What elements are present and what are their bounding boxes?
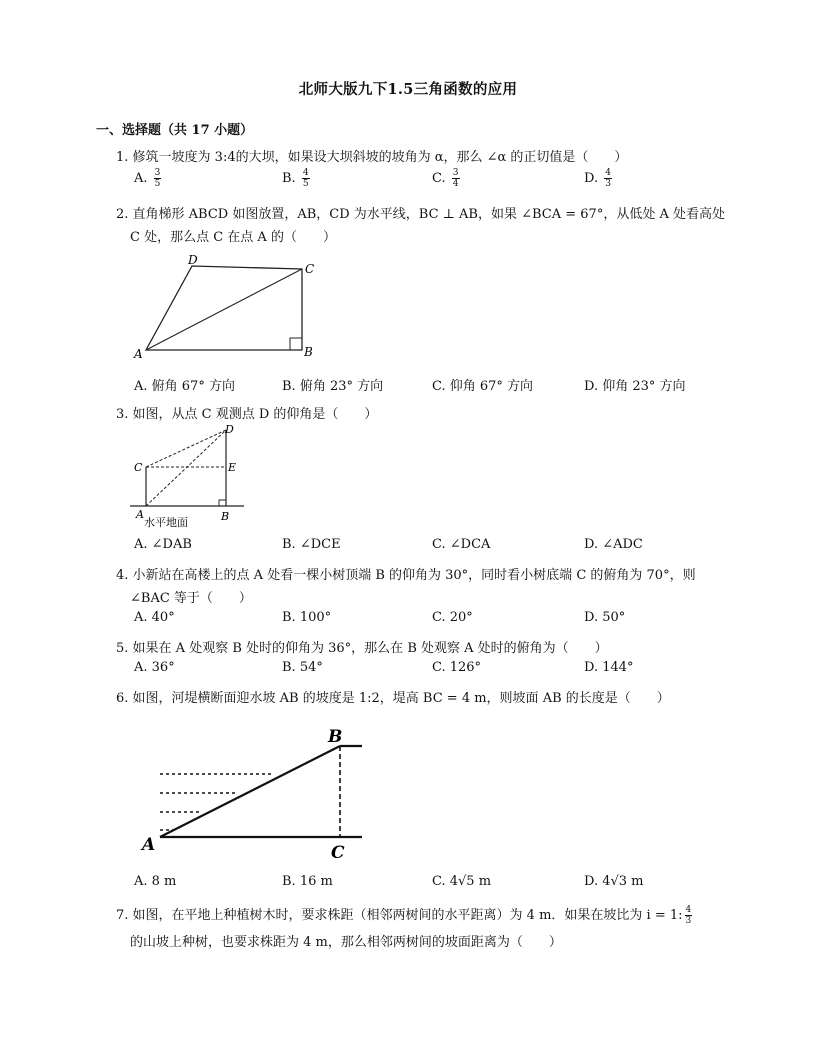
q4-option-c: C. 20° bbox=[432, 610, 473, 625]
label-c: C bbox=[331, 843, 345, 863]
line-ad bbox=[146, 430, 226, 506]
q5-option-c: C. 126° bbox=[432, 660, 482, 675]
question-6-text: 6. 如图，河堤横断面迎水坡 AB 的坡度是 1:2，堤高 BC = 4 m，则坡面 AB 的长度是（ ） bbox=[116, 691, 670, 706]
question-2-line-1: 2. 直角梯形 ABCD 如图放置，AB，CD 为水平线，BC ⊥ AB，如果 ∠BCA = 67°，从低处 A 处看高处 bbox=[116, 207, 725, 222]
denominator: 3 bbox=[605, 179, 611, 189]
embankment-figure bbox=[138, 722, 374, 864]
label-c: C bbox=[305, 262, 315, 276]
q4-option-a: A. 40° bbox=[134, 610, 175, 625]
label-a: A bbox=[136, 508, 144, 521]
label-e: E bbox=[228, 461, 237, 474]
q5-option-b: B. 54° bbox=[282, 660, 323, 675]
q2-option-a: A. 俯角 67° 方向 bbox=[134, 379, 235, 394]
fraction bbox=[154, 168, 162, 189]
q6-option-a: A. 8 m bbox=[134, 874, 177, 889]
question-4-line-2: ∠BAC 等于（ ） bbox=[130, 591, 252, 606]
q1-option-a bbox=[134, 168, 161, 189]
option-label: B. bbox=[282, 171, 296, 186]
right-angle-mark bbox=[290, 338, 302, 350]
question-7-text: 7. 如图，在平地上种植树木时，要求株距（相邻两树间的水平距离）为 4 m．如果在坡比为 i = 1: bbox=[116, 908, 683, 923]
question-1-text: 1. 修筑一坡度为 3:4的大坝，如果设大坝斜坡的坡角为 α，那么 ∠α 的正切值是（ ） bbox=[116, 150, 628, 165]
fraction bbox=[604, 168, 612, 189]
q2-option-d: D. 仰角 23° 方向 bbox=[584, 379, 686, 394]
numerator: 4 bbox=[605, 168, 611, 178]
label-b: B bbox=[221, 510, 230, 523]
q5-option-a: A. 36° bbox=[134, 660, 175, 675]
q4-option-b: B. 100° bbox=[282, 610, 332, 625]
elevation-figure bbox=[126, 420, 256, 532]
fraction bbox=[302, 168, 310, 189]
section-heading: 一、选择题（共 17 小题） bbox=[96, 123, 254, 138]
option-label: A. bbox=[134, 171, 148, 186]
denominator: 4 bbox=[452, 179, 459, 189]
q3-option-a: A. ∠DAB bbox=[134, 537, 192, 552]
slope-ab bbox=[160, 746, 340, 837]
line-cd bbox=[146, 430, 226, 467]
label-a: A bbox=[134, 347, 143, 361]
label-b: B bbox=[304, 345, 313, 359]
q2-option-b: B. 俯角 23° 方向 bbox=[282, 379, 384, 394]
question-7-line-2: 的山坡上种树，也要求株距为 4 m，那么相邻两树间的坡面距离为（ ） bbox=[130, 935, 562, 950]
diagonal-ac bbox=[146, 269, 302, 350]
question-3-text: 3. 如图，从点 C 观测点 D 的仰角是（ ） bbox=[116, 407, 378, 422]
option-label: D. bbox=[584, 171, 599, 186]
q5-option-d: D. 144° bbox=[584, 660, 634, 675]
question-7-line-1 bbox=[116, 904, 692, 926]
question-4-line-1: 4. 小新站在高楼上的点 A 处看一棵小树顶端 B 的仰角为 30°，同时看小树底端 C 的俯角为 70°，则 bbox=[116, 568, 696, 583]
numerator: 3 bbox=[452, 168, 459, 178]
q3-option-b: B. ∠DCE bbox=[282, 537, 341, 552]
fraction bbox=[452, 168, 460, 189]
q6-option-b: B. 16 m bbox=[282, 874, 333, 889]
page-title: 北师大版九下1.5三角函数的应用 bbox=[298, 81, 518, 98]
q3-option-c: C. ∠DCA bbox=[432, 537, 491, 552]
denominator: 5 bbox=[154, 179, 161, 189]
label-c: C bbox=[134, 461, 143, 474]
label-b: B bbox=[328, 727, 343, 747]
right-angle-mark bbox=[219, 500, 226, 506]
label-d: D bbox=[188, 253, 198, 267]
denominator: 5 bbox=[302, 179, 309, 189]
q3-option-d: D. ∠ADC bbox=[584, 537, 643, 552]
numerator: 4 bbox=[302, 168, 309, 178]
q2-option-c: C. 仰角 67° 方向 bbox=[432, 379, 534, 394]
ground-caption: 水平地面 bbox=[144, 516, 188, 529]
q6-option-d: D. 4√3 m bbox=[584, 874, 644, 889]
question-5-text: 5. 如果在 A 处观察 B 处时的仰角为 36°，那么在 B 处观察 A 处时的俯角为（ ） bbox=[116, 641, 608, 656]
q1-option-d bbox=[584, 168, 612, 189]
option-label: C. bbox=[432, 171, 446, 186]
label-d: D bbox=[225, 423, 234, 436]
question-2-line-2: C 处，那么点 C 在点 A 的（ ） bbox=[130, 230, 336, 245]
label-a: A bbox=[142, 835, 156, 855]
numerator: 4 bbox=[685, 905, 692, 915]
slope-ratio-fraction bbox=[685, 905, 693, 926]
numerator: 3 bbox=[154, 168, 161, 178]
denominator: 3 bbox=[685, 916, 692, 926]
q1-option-c bbox=[432, 168, 460, 189]
trapezoid-figure bbox=[130, 250, 330, 362]
q1-option-b bbox=[282, 168, 310, 189]
q6-option-c: C. 4√5 m bbox=[432, 874, 492, 889]
q4-option-d: D. 50° bbox=[584, 610, 626, 625]
